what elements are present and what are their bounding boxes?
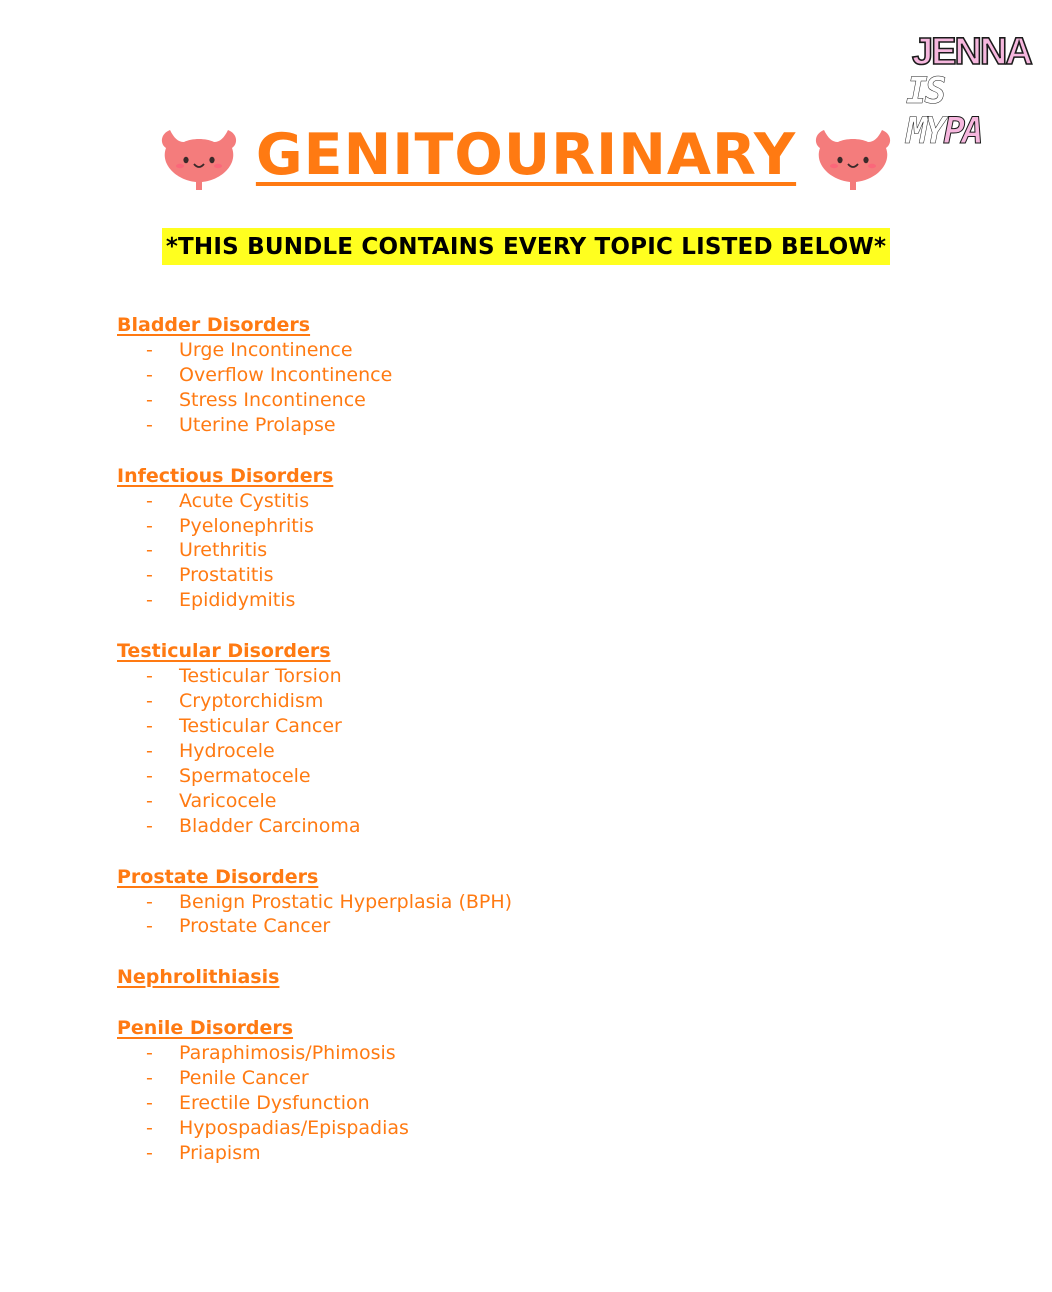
section: [117, 1015, 977, 1166]
logo-line-2-prefix: IS MY: [906, 71, 944, 152]
list-item: - Testicular Cancer: [117, 714, 977, 739]
list-item: - Varicocele: [117, 789, 977, 814]
bladder-icon: [156, 124, 242, 192]
section: [117, 964, 977, 990]
section-heading: Infectious Disorders: [117, 464, 334, 487]
section-heading: Prostate Disorders: [117, 865, 319, 888]
section-heading: Bladder Disorders: [117, 314, 311, 336]
list-item: - Prostate Cancer: [117, 914, 977, 939]
title-row: [0, 118, 1052, 198]
list-item: - Cryptorchidism: [117, 689, 977, 714]
list-item: - Paraphimosis/Phimosis: [117, 1041, 977, 1066]
list-item: - Urge Incontinence: [117, 338, 977, 363]
banner-wrap: [0, 228, 1052, 265]
list-item: - Testicular Torsion: [117, 664, 977, 689]
list-item: - Overflow Incontinence: [117, 363, 977, 388]
section: [117, 312, 977, 438]
list-item: - Benign Prostatic Hyperplasia (BPH): [117, 890, 977, 915]
topic-list: [117, 312, 977, 1191]
list-item: - Bladder Carcinoma: [117, 814, 977, 839]
topic-items: [117, 1041, 977, 1166]
list-item: - Penile Cancer: [117, 1066, 977, 1091]
section-heading: Testicular Disorders: [117, 640, 331, 663]
list-item: - Spermatocele: [117, 764, 977, 789]
highlight-banner: *THIS BUNDLE CONTAINS EVERY TOPIC LISTED BELOW*: [162, 228, 890, 265]
topic-items: [117, 489, 977, 614]
section: [117, 638, 977, 838]
list-item: - Hypospadias/Epispadias: [117, 1116, 977, 1141]
topic-items: [117, 338, 977, 438]
list-item: - Epididymitis: [117, 588, 977, 613]
list-item: - Acute Cystitis: [117, 489, 977, 514]
list-item: - Pyelonephritis: [117, 514, 977, 539]
list-item: - Prostatitis: [117, 563, 977, 588]
list-item: - Hydrocele: [117, 739, 977, 764]
topic-items: [117, 664, 977, 838]
brand-logo: [906, 31, 1031, 152]
section: [117, 463, 977, 614]
list-item: - Urethritis: [117, 538, 977, 563]
bladder-icon: [810, 124, 896, 192]
section-heading: Penile Disorders: [117, 1017, 294, 1040]
page-title: GENITOURINARY: [255, 122, 797, 188]
list-item: - Priapism: [117, 1141, 977, 1166]
section: [117, 864, 977, 940]
logo-line-1: JENNA: [912, 31, 1031, 73]
logo-line-2-suffix: PA: [943, 111, 981, 152]
topic-items: [117, 890, 977, 940]
list-item: - Stress Incontinence: [117, 388, 977, 413]
section-heading: Nephrolithiasis: [117, 966, 280, 989]
list-item: - Erectile Dysfunction: [117, 1091, 977, 1116]
list-item: - Uterine Prolapse: [117, 413, 977, 438]
